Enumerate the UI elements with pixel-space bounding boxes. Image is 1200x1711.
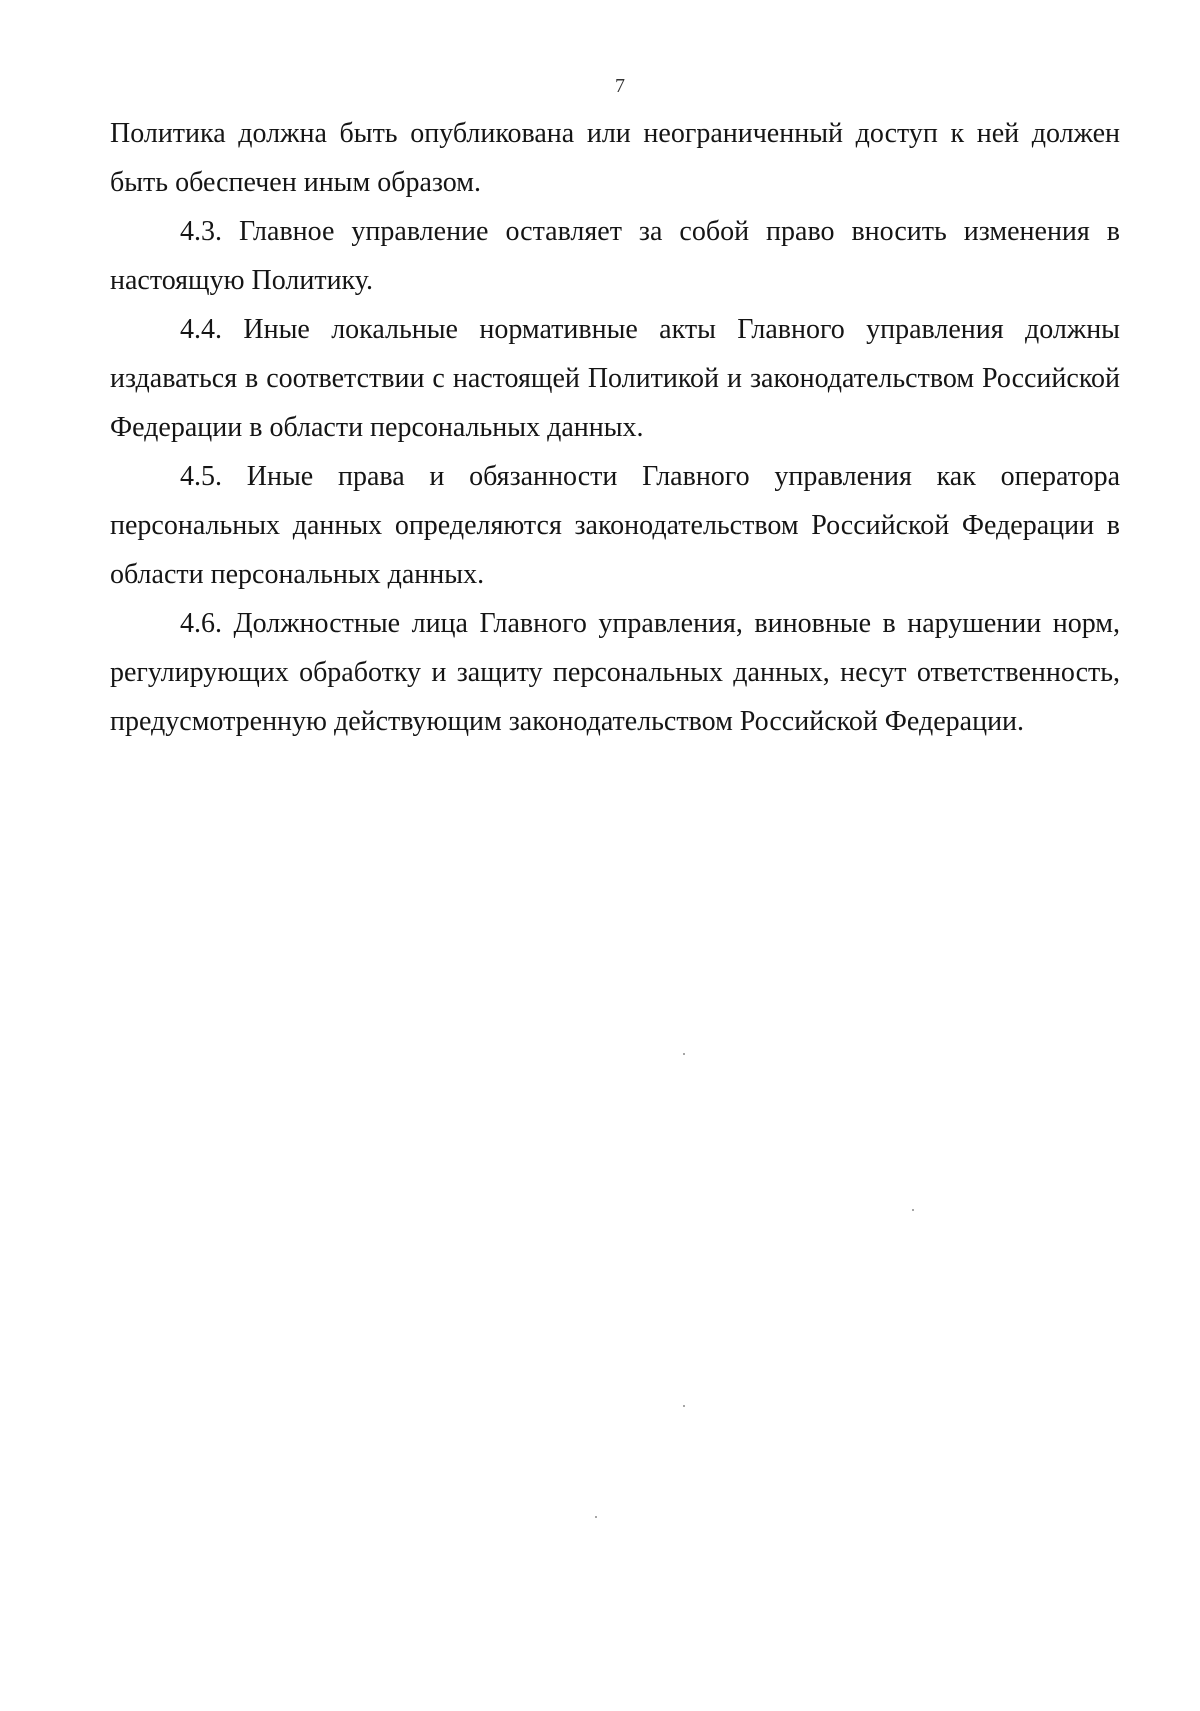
paragraph-4-4: 4.4. Иные локальные нормативные акты Главного управления должны издаваться в соответствии с настоящей Политикой и законодательством Российской Федерации в области персональных данных.: [110, 314, 1120, 443]
scan-speck: [683, 1053, 685, 1055]
scan-speck: [912, 1209, 914, 1211]
paragraph-continuation: Политика должна быть опубликована или неограниченный доступ к ней должен быть обеспечен иным образом.: [110, 118, 1120, 198]
page-number: 7: [615, 75, 625, 97]
document-body: [110, 109, 1120, 746]
scan-speck: [683, 1405, 685, 1407]
scan-speck: [595, 1516, 597, 1518]
paragraph-4-3: 4.3. Главное управление оставляет за собой право вносить изменения в настоящую Политику.: [110, 216, 1120, 296]
paragraph-4-5: 4.5. Иные права и обязанности Главного управления как оператора персональных данных определяются законодательством Российской Федерации в области персональных данных.: [110, 461, 1120, 590]
paragraph-4-6: 4.6. Должностные лица Главного управления, виновные в нарушении норм, регулирующих обработку и защиту персональных данных, несут ответственность, предусмотренную действующим законодательством Российской Федерации.: [110, 608, 1120, 737]
